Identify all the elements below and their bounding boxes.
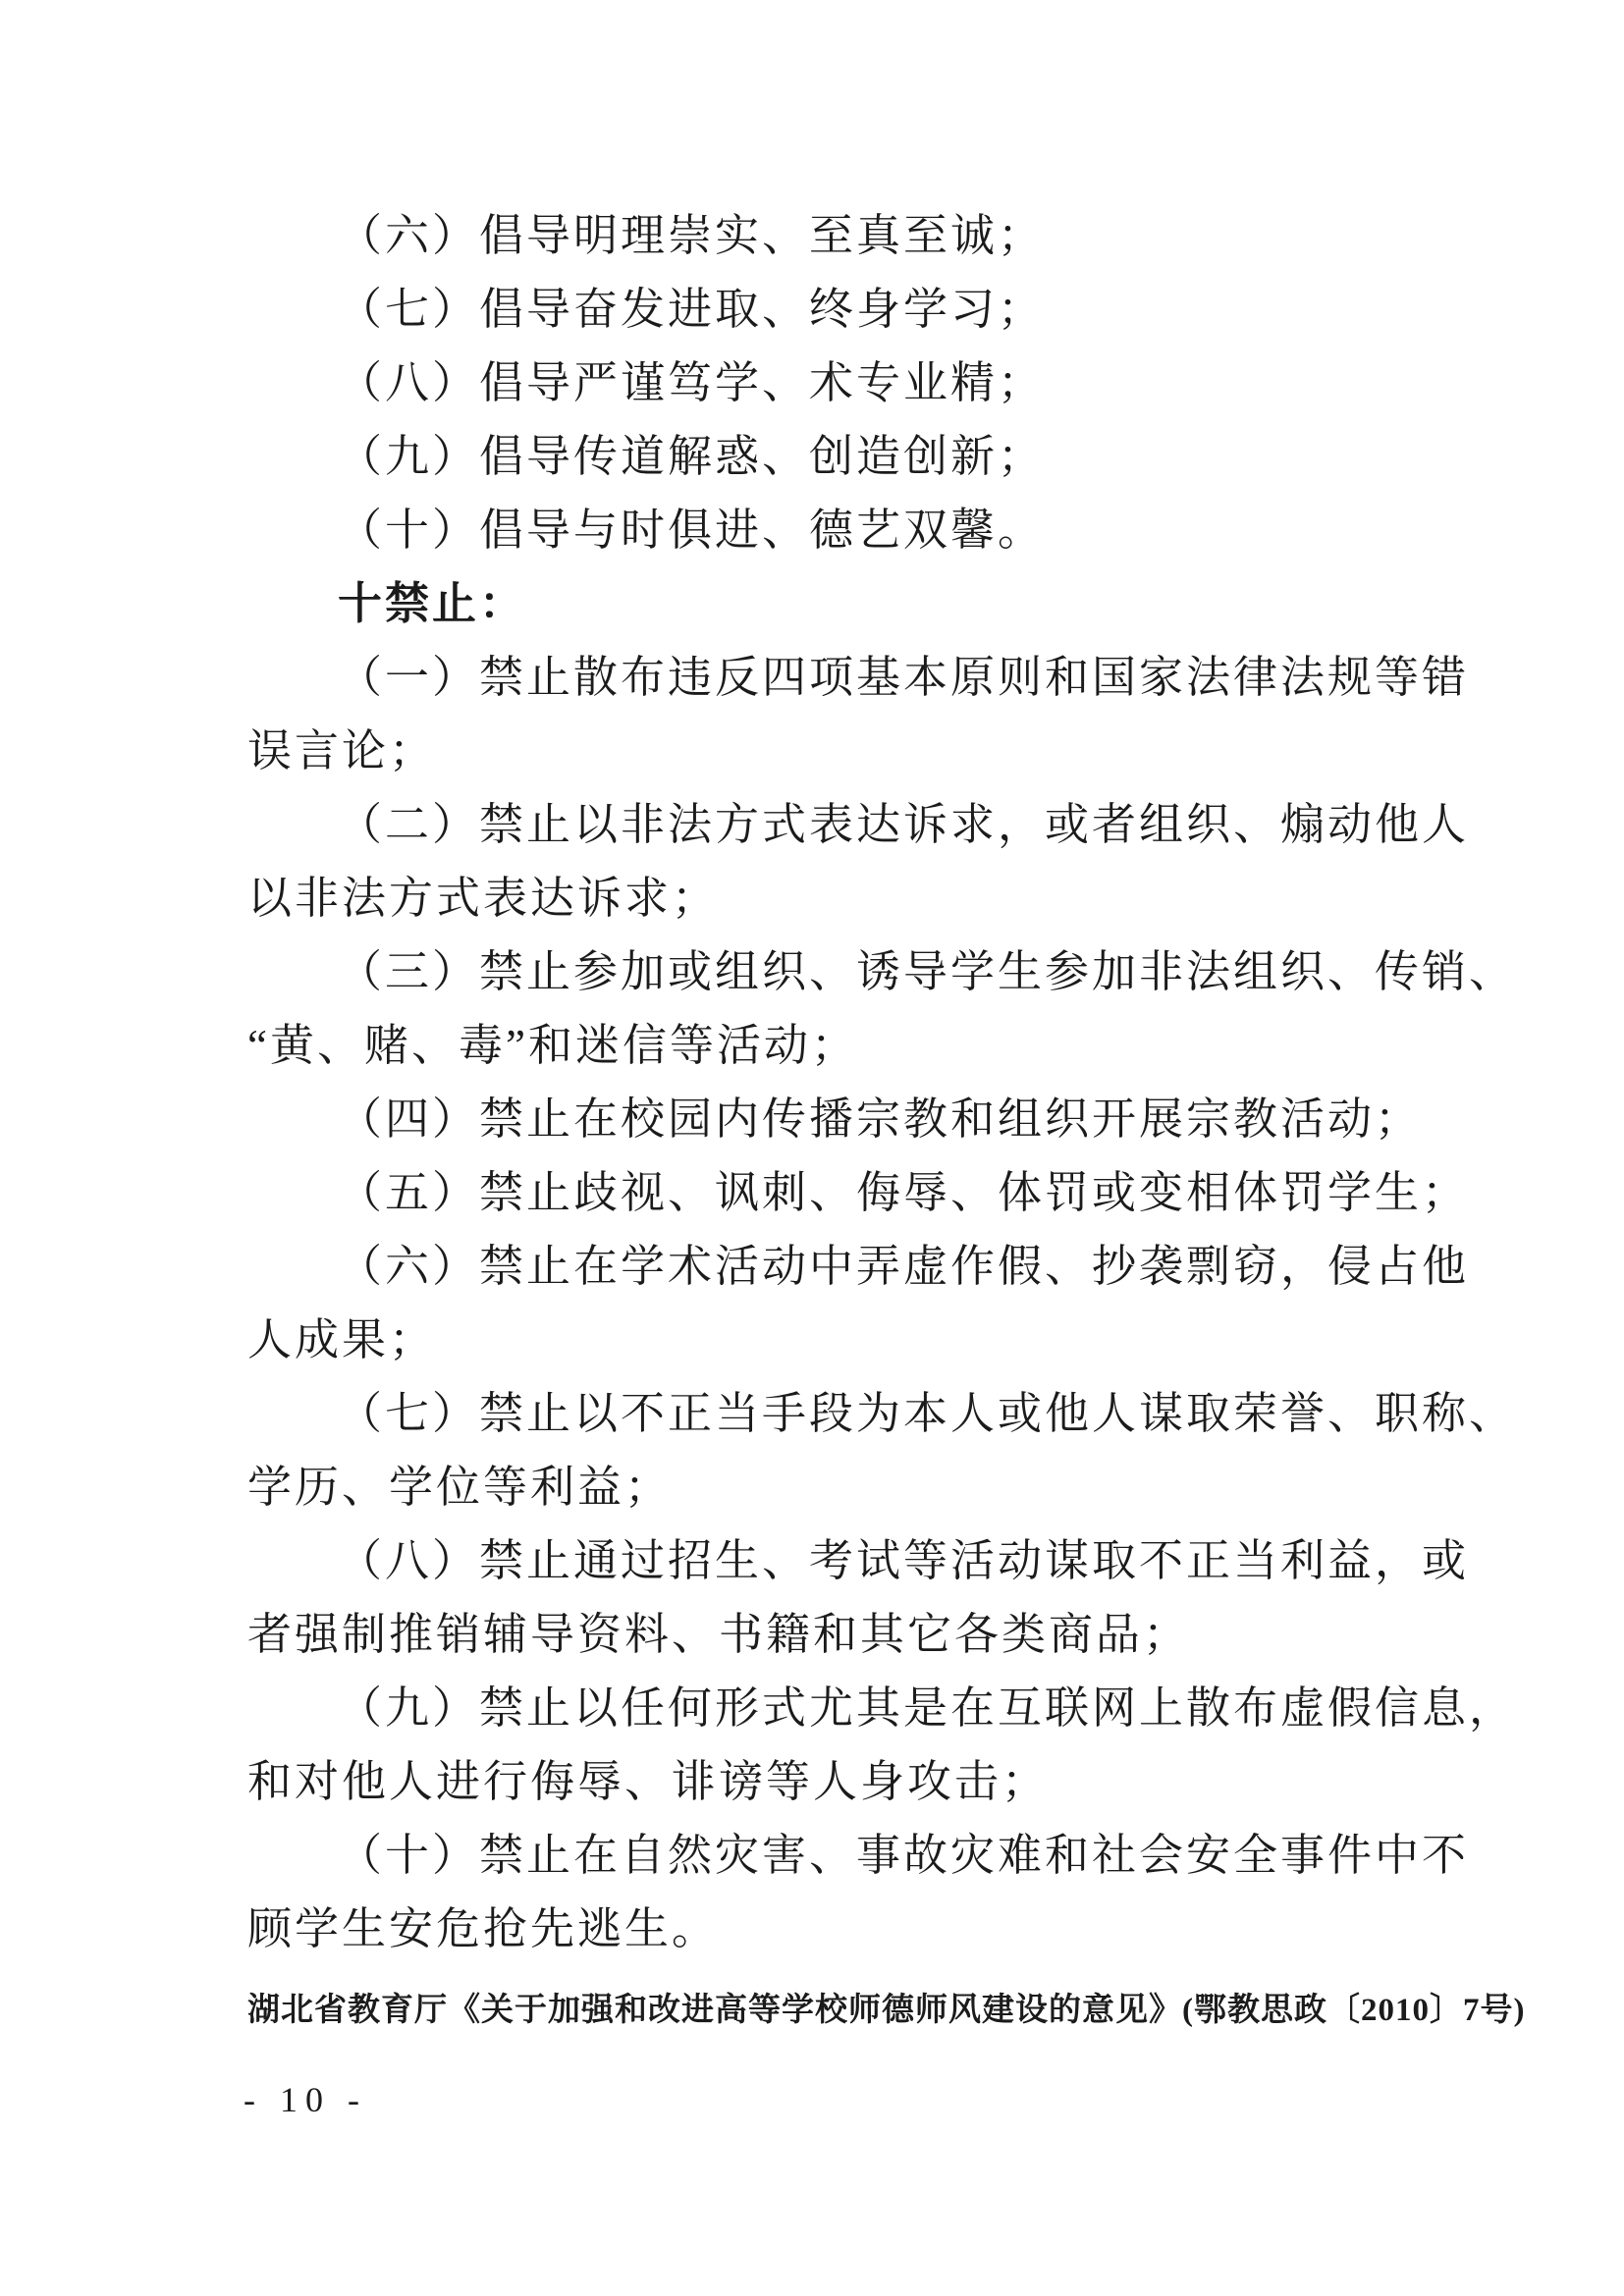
advocacy-item-10: （十）倡导与时俱进、德艺双馨。 — [338, 506, 1046, 555]
advocacy-item-6: （六）倡导明理崇实、至真至诚； — [338, 211, 1046, 260]
prohibition-7-line-2: 学历、学位等利益； — [247, 1463, 673, 1512]
prohibition-8-line-2: 者强制推销辅导资料、书籍和其它各类商品； — [247, 1610, 1191, 1659]
document-body — [247, 199, 1517, 1966]
prohibition-7-line-1: （七）禁止以不正当手段为本人或他人谋取荣誉、职称、 — [338, 1389, 1517, 1438]
prohibition-10-line-2: 顾学生安危抢先逃生。 — [247, 1904, 720, 1953]
source-citation: 湖北省教育厅《关于加强和改进高等学校师德师风建设的意见》(鄂教思政〔2010〕7号) — [247, 1993, 1526, 2028]
prohibition-9-line-2: 和对他人进行侮辱、诽谤等人身攻击； — [247, 1757, 1050, 1806]
prohibition-3-line-1: （三）禁止参加或组织、诱导学生参加非法组织、传销、 — [338, 947, 1517, 996]
prohibition-8-line-1: （八）禁止通过招生、考试等活动谋取不正当利益，或 — [338, 1536, 1470, 1585]
prohibition-1-line-2: 误言论； — [247, 726, 437, 775]
prohibition-2-line-1: （二）禁止以非法方式表达诉求，或者组织、煽动他人 — [338, 800, 1470, 849]
section-heading-ten-prohibitions: 十禁止： — [338, 579, 527, 628]
prohibition-6-line-1: （六）禁止在学术活动中弄虚作假、抄袭剽窃，侵占他 — [338, 1242, 1470, 1291]
prohibition-9-line-1: （九）禁止以任何形式尤其是在互联网上散布虚假信息， — [338, 1683, 1517, 1733]
advocacy-item-7: （七）倡导奋发进取、终身学习； — [338, 285, 1046, 334]
prohibition-3-line-2: “黄、赌、毒”和迷信等活动； — [247, 1021, 858, 1070]
prohibition-5-line-1: （五）禁止歧视、讽刺、侮辱、体罚或变相体罚学生； — [338, 1168, 1470, 1217]
prohibition-1-line-1: （一）禁止散布违反四项基本原则和国家法律法规等错 — [338, 653, 1470, 702]
advocacy-item-8: （八）倡导严谨笃学、术专业精； — [338, 358, 1046, 407]
prohibition-6-line-2: 人成果； — [247, 1315, 437, 1364]
prohibition-10-line-1: （十）禁止在自然灾害、事故灾难和社会安全事件中不 — [338, 1831, 1470, 1880]
prohibition-2-line-2: 以非法方式表达诉求； — [247, 874, 720, 923]
prohibition-4-line-1: （四）禁止在校园内传播宗教和组织开展宗教活动； — [338, 1095, 1423, 1144]
page-number: - 10 - — [244, 2080, 367, 2119]
advocacy-item-9: （九）倡导传道解惑、创造创新； — [338, 432, 1046, 481]
